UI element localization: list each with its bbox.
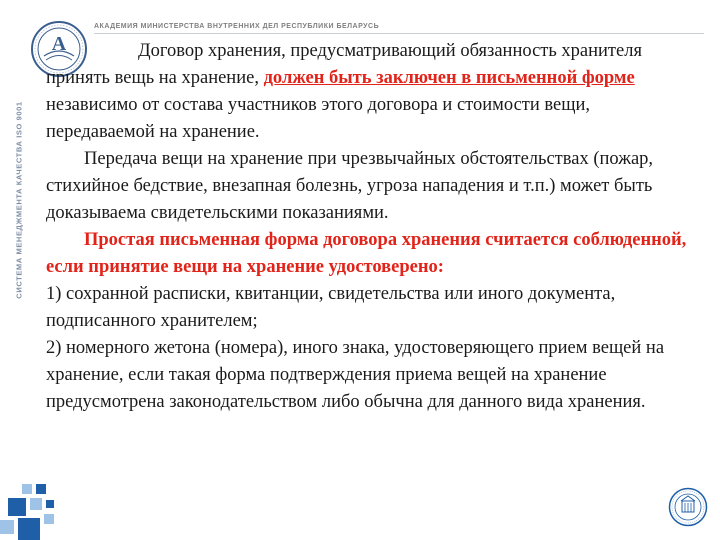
deco-square	[46, 500, 54, 508]
paragraph-1-end: независимо от состава участников этого договора и стоимости вещи, передаваемой на хранение.	[46, 95, 590, 142]
header-divider	[94, 33, 704, 34]
quality-system-label: СИСТЕМА МЕНЕДЖМЕНТА КАЧЕСТВА ISO 9001	[14, 101, 24, 299]
paragraph-3	[46, 227, 694, 281]
header-bar	[94, 15, 704, 31]
paragraph-1	[46, 38, 694, 146]
deco-square	[22, 484, 32, 494]
deco-square	[44, 514, 54, 524]
paragraph-2	[46, 146, 694, 227]
deco-square	[30, 498, 42, 510]
list-item-2: 2) номерного жетона (номера), иного знака, удостоверяющего прием вещей на хранение, если такая форма подтверждения приема вещей на хранение предусмотрена законодательством либо обычна для данного вида хранения.	[46, 338, 665, 412]
sidebar	[8, 95, 30, 305]
academy-name: АКАДЕМИЯ МИНИСТЕРСТВА ВНУТРЕННИХ ДЕЛ РЕСПУБЛИКИ БЕЛАРУСЬ	[94, 23, 380, 30]
decorative-squares	[0, 478, 60, 540]
paragraph-3-text: Простая письменная форма договора хранения считается соблюденной, если принятие вещи на хранение удостоверено:	[46, 230, 687, 277]
seal-icon	[668, 487, 708, 527]
deco-square	[18, 518, 40, 540]
emblem-letter: А	[51, 33, 67, 55]
deco-square	[0, 520, 14, 534]
list-item-1: 1) сохранной расписки, квитанции, свидетельства или иного документа, подписанного хранителем;	[46, 284, 616, 331]
main-text	[46, 38, 694, 416]
paragraph-1-start: Договор хранения, предусматривающий обязанность хранителя принять вещь на хранение,	[46, 41, 642, 88]
paragraph-2-text: Передача вещи на хранение при чрезвычайных обстоятельствах (пожар, стихийное бедствие, внезапная болезнь, угроза нападения и т.п.) может быть доказываема свидетельскими показаниями.	[46, 149, 654, 223]
deco-square	[36, 484, 46, 494]
deco-square	[8, 498, 26, 516]
paragraph-1-highlight: должен быть заключен в письменной форме	[263, 68, 635, 88]
